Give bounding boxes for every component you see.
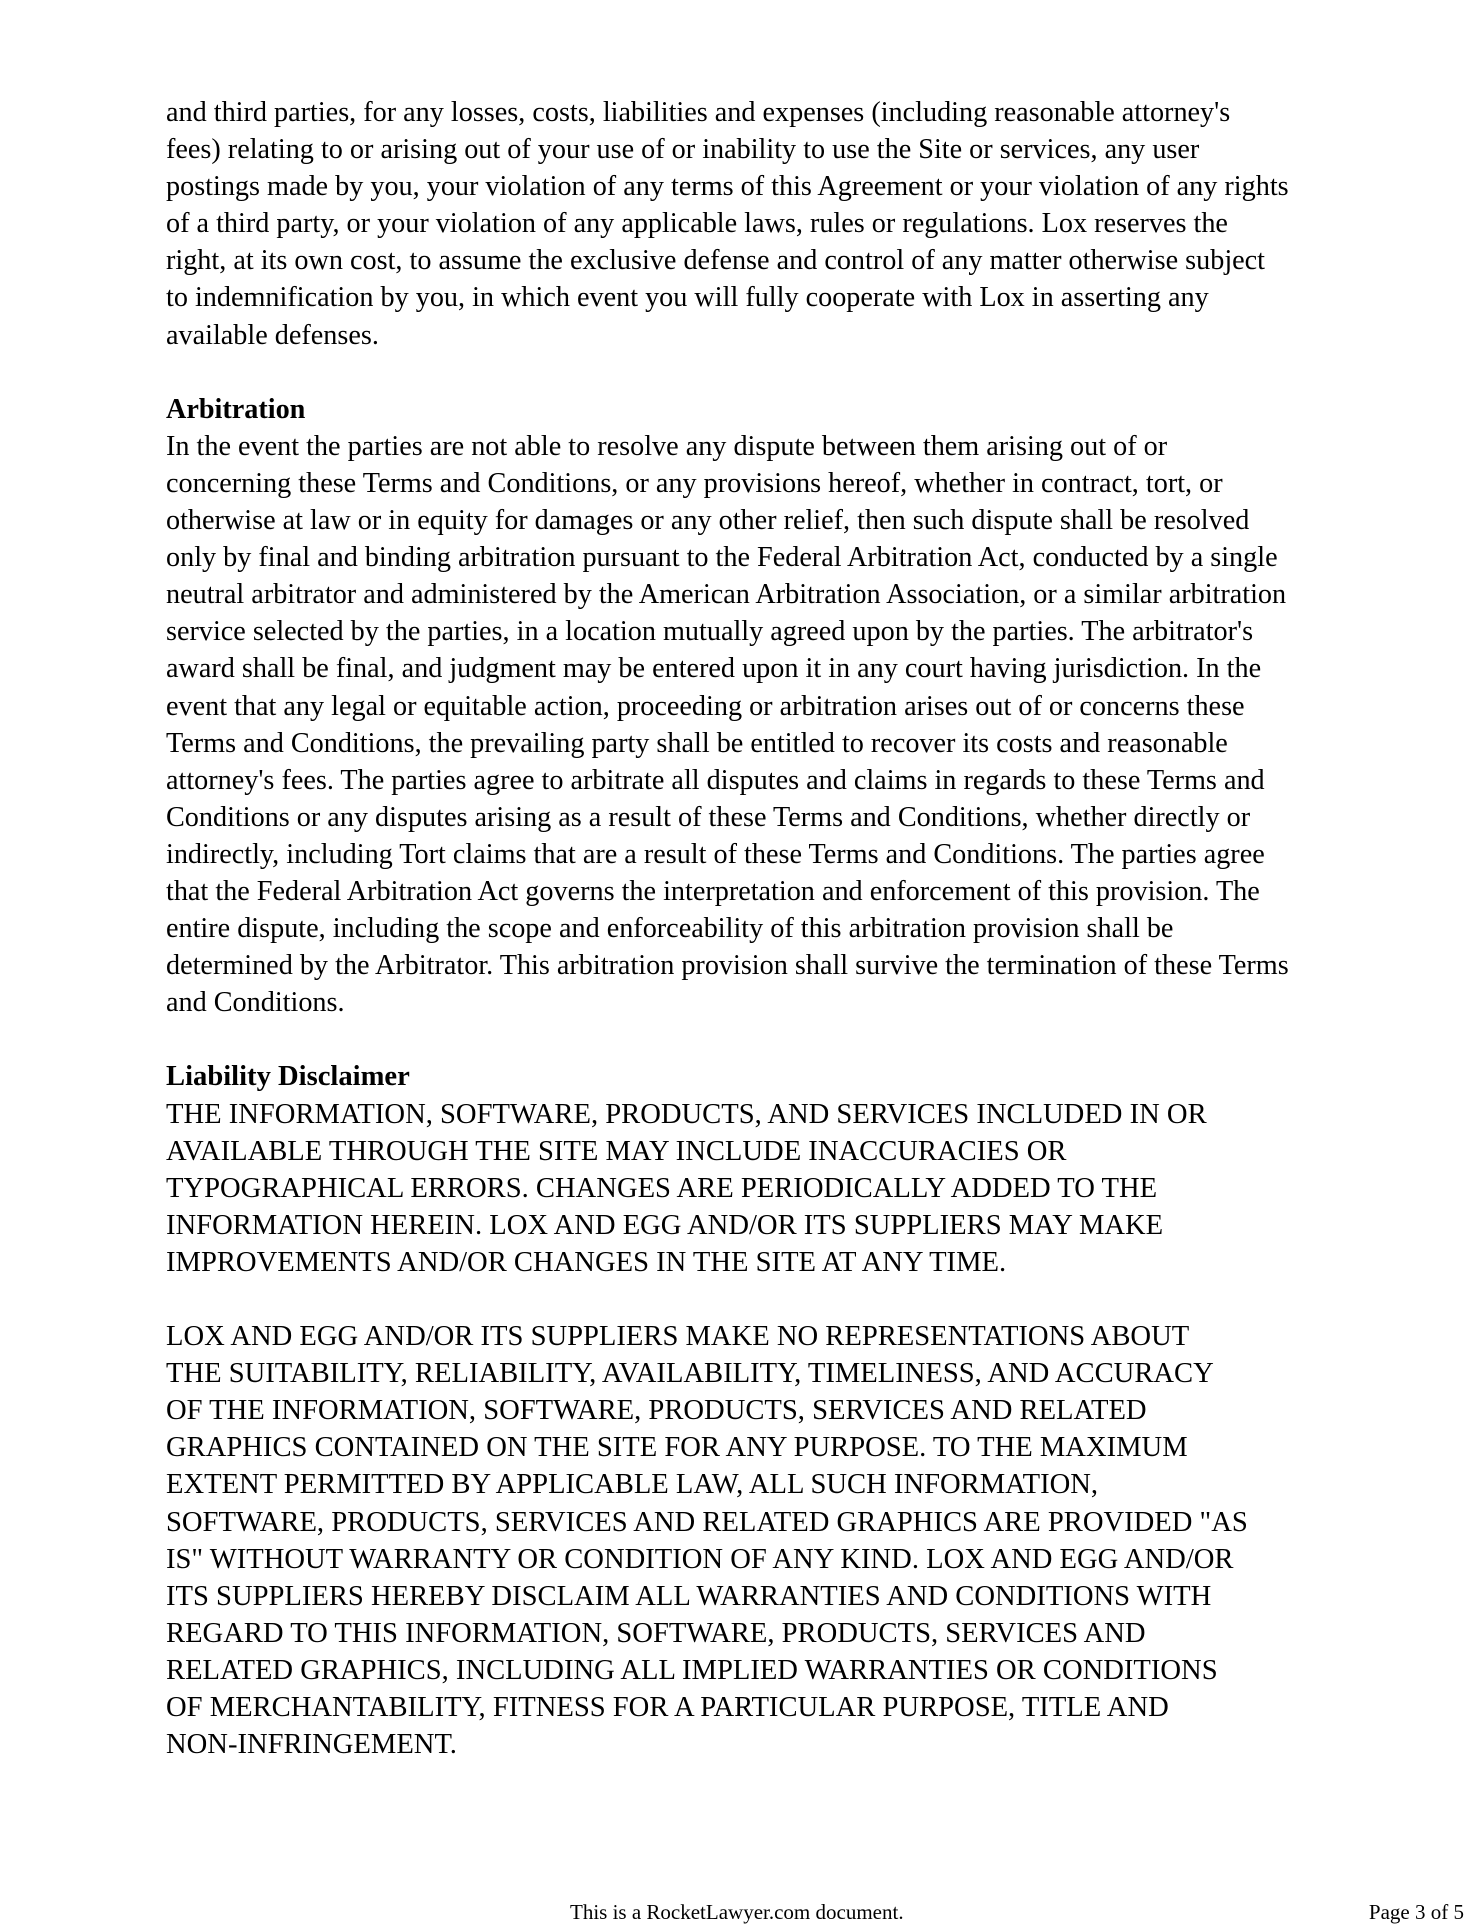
text-line: IMPROVEMENTS AND/OR CHANGES IN THE SITE AT ANY TIME. bbox=[166, 1246, 1007, 1278]
text-line: OF MERCHANTABILITY, FITNESS FOR A PARTICULAR PURPOSE, TITLE AND bbox=[166, 1692, 1169, 1724]
paragraph-spacer bbox=[166, 1021, 1338, 1058]
text-line: postings made by you, your violation of any terms of this Agreement or your violation of any rights bbox=[166, 171, 1289, 203]
text-line: and third parties, for any losses, costs, liabilities and expenses (including reasonable attorney's bbox=[166, 97, 1231, 128]
text-line: THE SUITABILITY, RELIABILITY, AVAILABILITY, TIMELINESS, AND ACCURACY bbox=[166, 1358, 1214, 1390]
text-line: THE INFORMATION, SOFTWARE, PRODUCTS, AND SERVICES INCLUDED IN OR bbox=[166, 1098, 1207, 1130]
liability-section bbox=[166, 1058, 1338, 1763]
text-line: entire dispute, including the scope and enforceability of this arbitration provision shall be bbox=[166, 913, 1174, 945]
text-line: NON-INFRINGEMENT. bbox=[166, 1729, 457, 1761]
text-line: TYPOGRAPHICAL ERRORS. CHANGES ARE PERIODICALLY ADDED TO THE bbox=[166, 1172, 1158, 1204]
text-line: In the event the parties are not able to resolve any dispute between them arising out of or bbox=[166, 430, 1168, 462]
text-line: otherwise at law or in equity for damages or any other relief, then such dispute shall be resolved bbox=[166, 505, 1250, 537]
indemnity-paragraph bbox=[166, 94, 1338, 354]
text-line: SOFTWARE, PRODUCTS, SERVICES AND RELATED GRAPHICS ARE PROVIDED "AS bbox=[166, 1506, 1248, 1538]
text-line: available defenses. bbox=[166, 319, 379, 351]
paragraph-spacer bbox=[166, 1281, 1338, 1318]
text-line: fees) relating to or arising out of your use of or inability to use the Site or services, any user bbox=[166, 134, 1200, 166]
text-line: event that any legal or equitable action, proceeding or arbitration arises out of or concerns these bbox=[166, 690, 1245, 722]
text-line: AVAILABLE THROUGH THE SITE MAY INCLUDE INACCURACIES OR bbox=[166, 1135, 1067, 1167]
liability-heading: Liability Disclaimer bbox=[166, 1061, 410, 1093]
text-line: and Conditions. bbox=[166, 987, 345, 1019]
text-line: right, at its own cost, to assume the exclusive defense and control of any matter otherwise subject bbox=[166, 245, 1266, 277]
page-number: Page 3 of 5 bbox=[1368, 1900, 1464, 1924]
text-line: to indemnification by you, in which event you will fully cooperate with Lox in asserting any bbox=[166, 282, 1209, 314]
text-line: GRAPHICS CONTAINED ON THE SITE FOR ANY PURPOSE. TO THE MAXIMUM bbox=[166, 1432, 1188, 1464]
arbitration-heading: Arbitration bbox=[166, 393, 306, 425]
text-line: IS" WITHOUT WARRANTY OR CONDITION OF ANY KIND. LOX AND EGG AND/OR bbox=[166, 1543, 1234, 1575]
text-line: EXTENT PERMITTED BY APPLICABLE LAW, ALL SUCH INFORMATION, bbox=[166, 1469, 1099, 1501]
text-line: RELATED GRAPHICS, INCLUDING ALL IMPLIED WARRANTIES OR CONDITIONS bbox=[166, 1654, 1218, 1686]
text-line: only by final and binding arbitration pursuant to the Federal Arbitration Act, conducted by a single bbox=[166, 542, 1278, 574]
paragraph-spacer bbox=[166, 354, 1338, 391]
footer-notice: This is a RocketLawyer.com document. bbox=[570, 1900, 904, 1924]
text-line: concerning these Terms and Conditions, or any provisions hereof, whether in contract, tort, or bbox=[166, 467, 1223, 499]
page-body bbox=[166, 94, 1338, 1763]
text-line: REGARD TO THIS INFORMATION, SOFTWARE, PRODUCTS, SERVICES AND bbox=[166, 1617, 1146, 1649]
text-line: neutral arbitrator and administered by the American Arbitration Association, or a similar arbitration bbox=[166, 579, 1287, 611]
text-line: indirectly, including Tort claims that are a result of these Terms and Conditions. The parties agree bbox=[166, 838, 1265, 870]
text-line: determined by the Arbitrator. This arbitration provision shall survive the termination of these Terms bbox=[166, 950, 1289, 982]
text-line: award shall be final, and judgment may be entered upon it in any court having jurisdiction. In the bbox=[166, 653, 1262, 685]
text-line: INFORMATION HEREIN. LOX AND EGG AND/OR ITS SUPPLIERS MAY MAKE bbox=[166, 1209, 1164, 1241]
text-line: Conditions or any disputes arising as a result of these Terms and Conditions, whether directly or bbox=[166, 801, 1251, 833]
text-line: that the Federal Arbitration Act governs the interpretation and enforcement of this provision. The bbox=[166, 875, 1260, 907]
arbitration-section bbox=[166, 391, 1338, 1022]
text-line: LOX AND EGG AND/OR ITS SUPPLIERS MAKE NO REPRESENTATIONS ABOUT bbox=[166, 1321, 1190, 1353]
text-line: OF THE INFORMATION, SOFTWARE, PRODUCTS, SERVICES AND RELATED bbox=[166, 1395, 1147, 1427]
text-line: Terms and Conditions, the prevailing party shall be entitled to recover its costs and reasonable bbox=[166, 727, 1228, 759]
text-line: service selected by the parties, in a location mutually agreed upon by the parties. The arbitrator's bbox=[166, 616, 1254, 648]
text-line: ITS SUPPLIERS HEREBY DISCLAIM ALL WARRANTIES AND CONDITIONS WITH bbox=[166, 1580, 1212, 1612]
text-line: attorney's fees. The parties agree to arbitrate all disputes and claims in regards to these Terms and bbox=[166, 764, 1265, 796]
text-line: of a third party, or your violation of any applicable laws, rules or regulations. Lox reserves the bbox=[166, 208, 1228, 240]
